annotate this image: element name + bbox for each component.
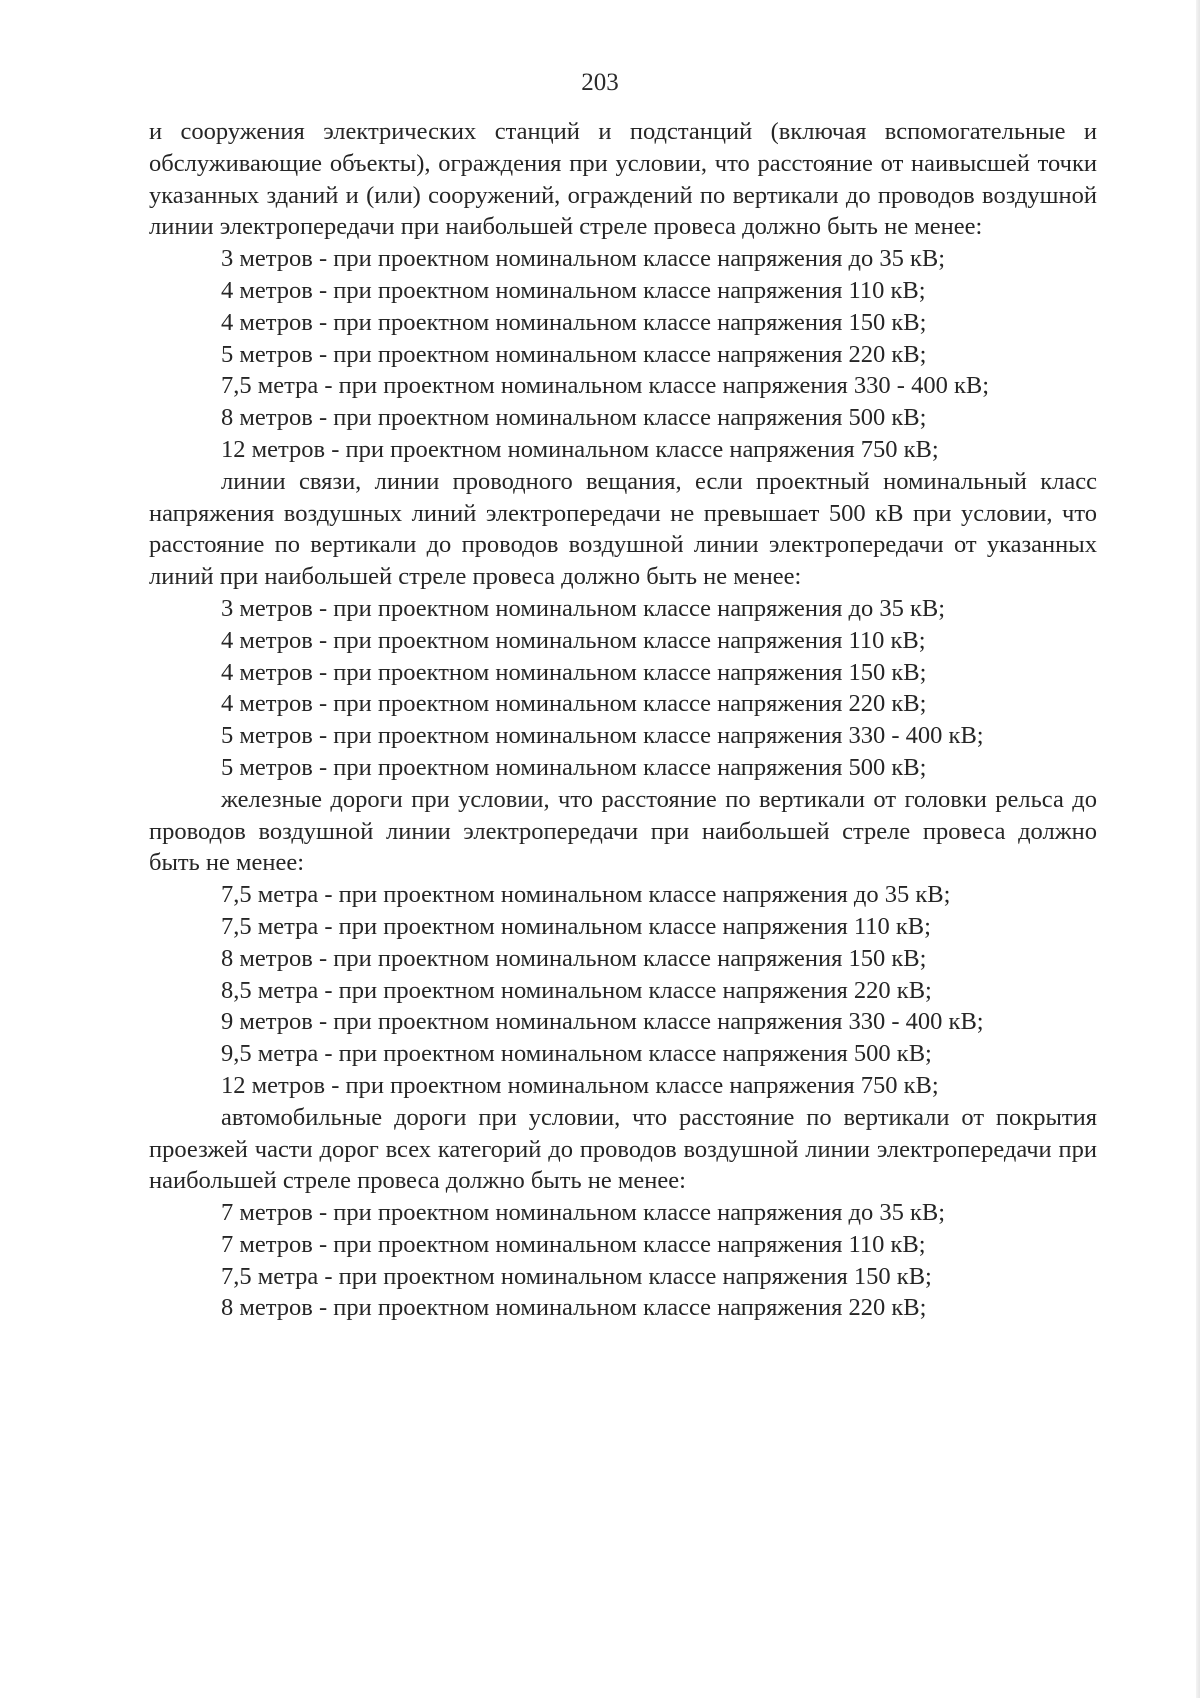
list-item: 7,5 метра - при проектном номинальном классе напряжения 150 кВ; (221, 1262, 932, 1290)
page-number: 203 (581, 69, 619, 96)
paragraph-buildings: и сооружения электрических станций и подстанций (включая вспомогательные и обслуживающие объекты), ограждения при условии, что расстояние от наивысшей точки указанных зданий и (или) сооружений, ограждений по вертикали до проводов воздушной линии электропередачи при наибольшей стреле провеса должно быть не менее: (149, 118, 1097, 241)
list-item: 5 метров - при проектном номинальном классе напряжения 330 - 400 кВ; (221, 722, 984, 750)
list-item: 4 метров - при проектном номинальном классе напряжения 150 кВ; (221, 658, 927, 686)
list-item: 7,5 метра - при проектном номинальном классе напряжения 330 - 400 кВ; (221, 372, 990, 400)
list-item: 3 метров - при проектном номинальном классе напряжения до 35 кВ; (221, 594, 946, 622)
list-item: 7 метров - при проектном номинальном классе напряжения до 35 кВ; (221, 1199, 946, 1227)
list-item: 4 метров - при проектном номинальном классе напряжения 220 кВ; (221, 690, 927, 718)
list-item: 8 метров - при проектном номинальном классе напряжения 500 кВ; (221, 404, 927, 432)
list-item: 7,5 метра - при проектном номинальном классе напряжения 110 кВ; (221, 912, 931, 940)
list-item: 8 метров - при проектном номинальном классе напряжения 220 кВ; (221, 1294, 927, 1322)
list-item: 9,5 метра - при проектном номинальном классе напряжения 500 кВ; (221, 1040, 932, 1068)
scan-edge-shadow (1196, 0, 1200, 1698)
list-item: 7 метров - при проектном номинальном классе напряжения 110 кВ; (221, 1230, 926, 1258)
paragraph-highways: автомобильные дороги при условии, что расстояние по вертикали от покрытия проезжей части дорог всех категорий до проводов воздушной линии электропередачи при наибольшей стреле провеса должно быть не менее: (149, 1103, 1097, 1195)
list-item: 3 метров - при проектном номинальном классе напряжения до 35 кВ; (221, 245, 946, 273)
list-item: 5 метров - при проектном номинальном классе напряжения 500 кВ; (221, 753, 927, 781)
list-item: 9 метров - при проектном номинальном классе напряжения 330 - 400 кВ; (221, 1008, 984, 1036)
list-item: 4 метров - при проектном номинальном классе напряжения 110 кВ; (221, 626, 926, 654)
list-item: 5 метров - при проектном номинальном классе напряжения 220 кВ; (221, 340, 927, 368)
list-item: 7,5 метра - при проектном номинальном классе напряжения до 35 кВ; (221, 881, 951, 909)
list-item: 4 метров - при проектном номинальном классе напряжения 150 кВ; (221, 308, 927, 336)
list-item: 8 метров - при проектном номинальном классе напряжения 150 кВ; (221, 944, 927, 972)
list-item: 4 метров - при проектном номинальном классе напряжения 110 кВ; (221, 276, 926, 304)
paragraph-railways: железные дороги при условии, что расстояние по вертикали от головки рельса до проводов воздушной линии электропередачи при наибольшей стреле провеса должно быть не менее: (149, 785, 1097, 877)
paragraph-communication-lines: линии связи, линии проводного вещания, если проектный номинальный класс напряжения воздушных линий электропередачи не превышает 500 кВ при условии, что расстояние по вертикали до проводов воздушной линии электропередачи от указанных линий при наибольшей стреле провеса должно быть не менее: (149, 467, 1097, 591)
list-item: 12 метров - при проектном номинальном классе напряжения 750 кВ; (221, 435, 939, 463)
document-body (149, 116, 1097, 1324)
list-item: 8,5 метра - при проектном номинальном классе напряжения 220 кВ; (221, 976, 932, 1004)
list-item: 12 метров - при проектном номинальном классе напряжения 750 кВ; (221, 1071, 939, 1099)
